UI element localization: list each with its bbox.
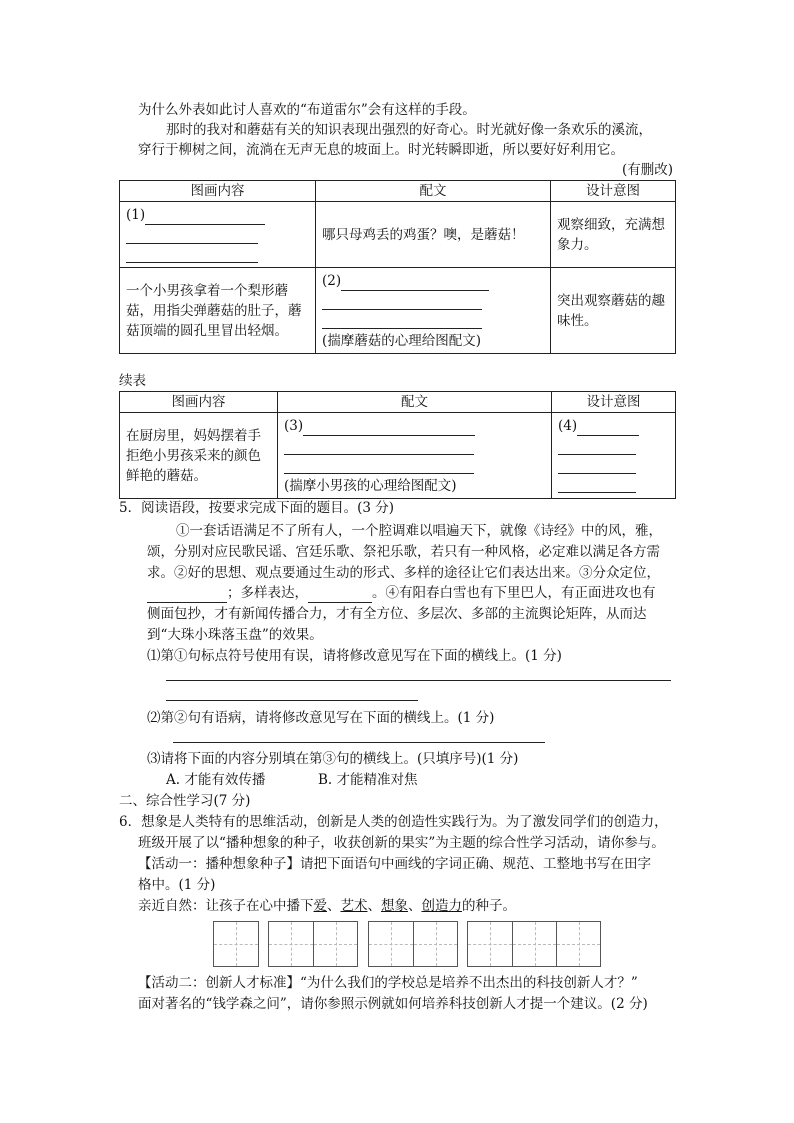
- q5-sub-3: ⑶请将下面的内容分别填在第③句的横线上。(只填序号)(1 分): [147, 751, 519, 767]
- answer-cell-1: [120, 202, 316, 268]
- source-note: (有删改): [621, 162, 673, 178]
- caption-cell-1: 哪只母鸡丢的鸡蛋？噢，是蘑菇！: [316, 202, 551, 268]
- q6-line-1: 6．想象是人类特有的思维活动，创新是人类的创造性实践行为。为了激发同学们的创造力，: [119, 814, 668, 830]
- q5-para-4: ；多样表达， 。④有阳春白雪也有下里巴人，有正面进攻也有: [147, 583, 656, 603]
- grid-cell[interactable]: [556, 922, 600, 966]
- q6-line-2: 班级开展了以“播种想象的种子，收获创新的果实”为主题的综合性学习活动，请你参与。: [138, 835, 665, 851]
- answer-blank-3a[interactable]: [303, 421, 475, 436]
- answer-blank-4d[interactable]: [558, 478, 636, 493]
- writing-grid-4[interactable]: [467, 921, 601, 967]
- q5-sub-2: ⑵第②句有语病，请将修改意见写在下面的横线上。(1 分): [147, 710, 495, 726]
- option-a: A. 才能有效传播: [166, 772, 266, 788]
- intro-line-1: 为什么外表如此讨人喜欢的“布道雷尔”会有这样的手段。: [138, 102, 476, 118]
- q5-para-5: 侧面包抄，才有新闻传播合力，才有全方位、多层次、多部的主流舆论矩阵，从而达: [147, 606, 647, 622]
- answer-blank-3b[interactable]: [284, 440, 474, 455]
- answer-blank-4c[interactable]: [558, 459, 636, 474]
- header-picture-content: 图画内容: [120, 181, 316, 202]
- q5-title: 5．阅读语段，按要求完成下面的题目。(3 分): [119, 500, 395, 516]
- answer-blank-4a[interactable]: [577, 421, 639, 436]
- answer-blank-3c[interactable]: [284, 459, 474, 474]
- answer-cell-2: [316, 268, 551, 354]
- hint-2: (揣摩蘑菇的心理给图配文): [322, 333, 482, 349]
- grid-cell[interactable]: [413, 922, 457, 966]
- design-table-continued: [119, 391, 676, 499]
- hint-3: (揣摩小男孩的心理给图配文): [284, 478, 457, 494]
- intent-cell-2: 突出观察蘑菇的趣味性。: [551, 268, 676, 354]
- writing-grid-2[interactable]: [268, 921, 358, 967]
- activity-1-line-1: 【活动一：播种想象种子】请把下面语句中画线的字词正确、规范、工整地书写在田字: [138, 856, 651, 872]
- blank-3b[interactable]: [308, 588, 372, 603]
- activity-2-line-1: 【活动二：创新人才标准】“为什么我们的学校总是培养不出杰出的科技创新人才？”: [138, 975, 638, 991]
- writing-grid-3[interactable]: [368, 921, 458, 967]
- intro-line-3: 穿行于柳树之间，流淌在无声无息的坡面上。时光转瞬即逝，所以要好好利用它。: [138, 142, 624, 158]
- answer-line-1a[interactable]: [166, 680, 671, 681]
- answer-blank-2a[interactable]: [341, 276, 489, 291]
- grid-cell[interactable]: [214, 922, 258, 966]
- grid-cell[interactable]: [468, 922, 512, 966]
- activity-1-line-2: 格中。(1 分): [138, 877, 216, 893]
- answer-line-1b[interactable]: [166, 700, 418, 701]
- answer-blank-1c[interactable]: [126, 248, 258, 263]
- grid-cell[interactable]: [269, 922, 313, 966]
- header-caption: 配文: [278, 392, 552, 413]
- grid-cell[interactable]: [313, 922, 357, 966]
- underlined-word-3: 想象: [381, 898, 408, 914]
- design-table: [119, 180, 676, 354]
- answer-label-4: (4): [558, 418, 578, 434]
- header-caption: 配文: [316, 181, 551, 202]
- writing-grid-1[interactable]: [213, 921, 259, 967]
- underlined-word-1: 爱: [313, 898, 327, 914]
- q5-para-3: 求。②好的思想、观点要通过生动的形式、多样的途径让它们表达出来。③分众定位，: [147, 565, 660, 581]
- q5-para-1: ①一套话语满足不了所有人，一个腔调难以唱遍天下，就像《诗经》中的风，雅，: [176, 523, 662, 539]
- header-design-intent: 设计意图: [552, 392, 676, 413]
- grid-cell[interactable]: [369, 922, 413, 966]
- underlined-word-2: 艺术: [340, 898, 368, 914]
- header-design-intent: 设计意图: [551, 181, 676, 202]
- answer-blank-2b[interactable]: [322, 295, 482, 310]
- activity-2-line-2: 面对著名的“钱学森之问”，请你参照示例就如何培养科技创新人才提一个建议。(2 分): [138, 996, 648, 1012]
- q5-para-6: 到“大珠小珠落玉盘”的效果。: [147, 627, 323, 643]
- table-continued-caption: 续表: [119, 373, 146, 389]
- answer-blank-4b[interactable]: [558, 440, 636, 455]
- intro-line-2: 那时的我对和蘑菇有关的知识表现出强烈的好奇心。时光就好像一条欢乐的溪流，: [166, 122, 652, 138]
- q5-para-2: 颂，分别对应民歌民谣、宫廷乐歌、祭祀乐歌，若只有一种风格，必定难以满足各方需: [147, 544, 660, 560]
- grid-cell[interactable]: [512, 922, 556, 966]
- answer-label-1: (1): [126, 207, 146, 223]
- answer-blank-1a[interactable]: [145, 210, 265, 225]
- q5-sub-1: ⑴第①句标点符号使用有误，请将修改意见写在下面的横线上。(1 分): [147, 648, 562, 664]
- underlined-word-4: 创造力: [421, 898, 462, 914]
- option-b: B. 才能精准对焦: [318, 772, 418, 788]
- answer-line-2[interactable]: [173, 742, 545, 743]
- picture-cell-2: 一个小男孩拿着一个梨形蘑菇，用指尖弹蘑菇的肚子，蘑菇顶端的圆孔里冒出轻烟。: [120, 268, 316, 354]
- answer-label-2: (2): [322, 273, 342, 289]
- header-picture-content: 图画内容: [120, 392, 278, 413]
- answer-cell-4: [552, 413, 676, 499]
- example-sentence: 亲近自然：让孩子在心中播下爱、艺术、想象、创造力的种子。: [138, 898, 516, 914]
- section-heading: 二、综合性学习(7 分): [119, 793, 251, 809]
- intent-cell-1: 观察细致，充满想象力。: [551, 202, 676, 268]
- answer-blank-1b[interactable]: [126, 229, 258, 244]
- picture-cell-3: 在厨房里，妈妈摆着手拒绝小男孩采来的颜色鲜艳的蘑菇。: [120, 413, 278, 499]
- answer-blank-2c[interactable]: [322, 314, 482, 329]
- answer-label-3: (3): [284, 418, 304, 434]
- blank-3a[interactable]: [147, 588, 227, 603]
- answer-cell-3: [278, 413, 552, 499]
